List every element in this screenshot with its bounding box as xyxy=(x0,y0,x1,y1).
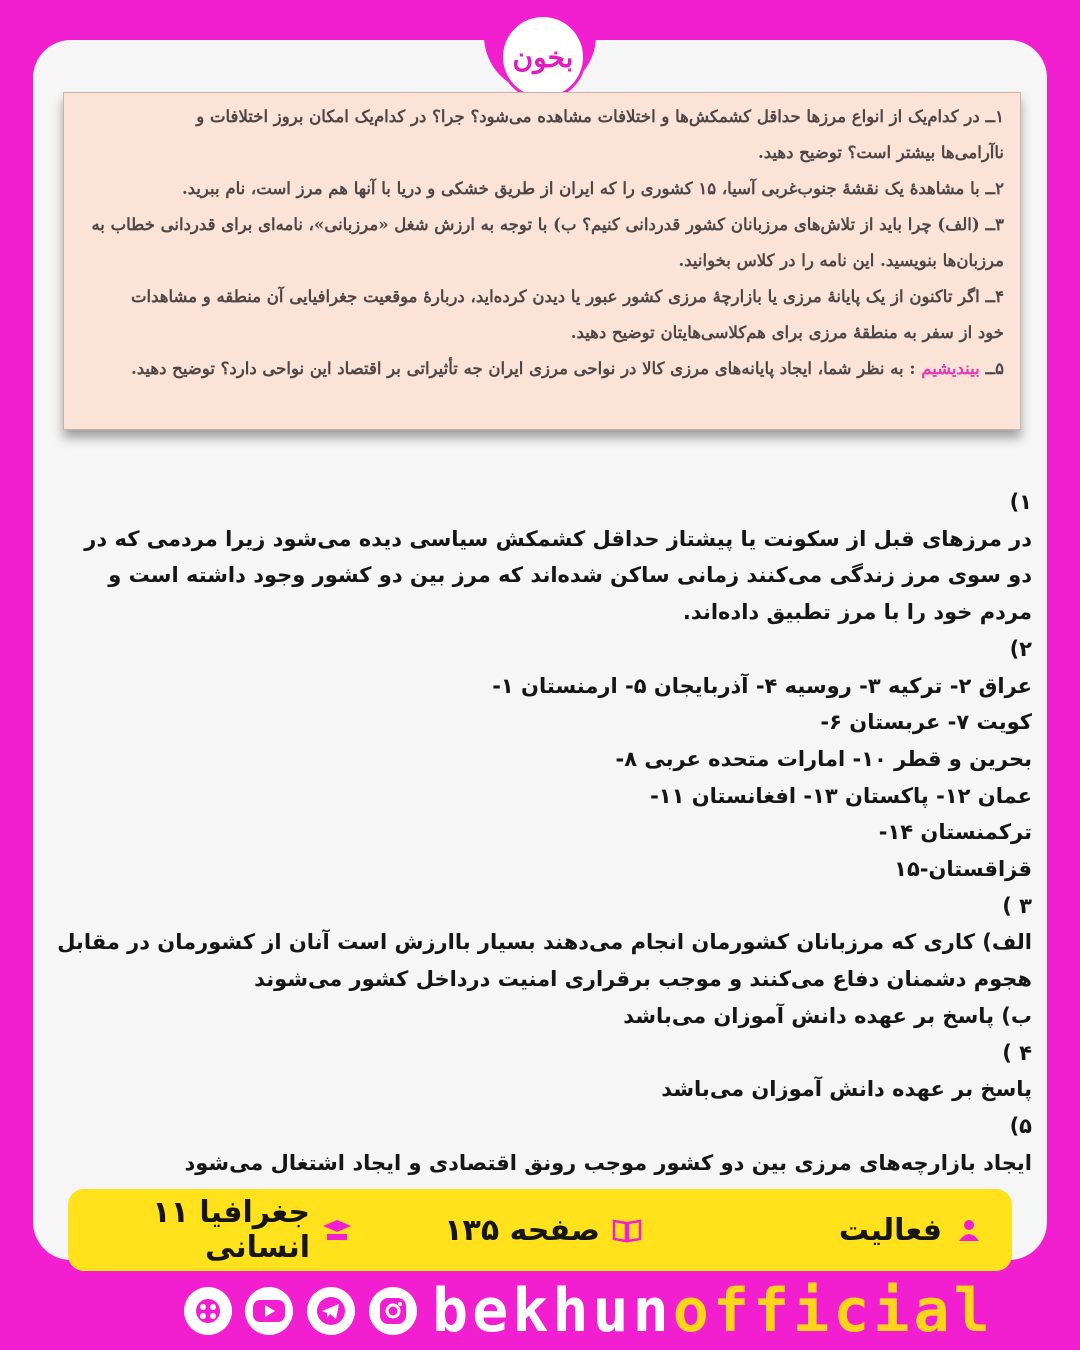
answer-line: پاسخ بر عهده دانش آموزان می‌باشد xyxy=(661,1077,1032,1102)
aparat-icon[interactable] xyxy=(184,1287,232,1335)
textbook-excerpt xyxy=(63,92,1021,430)
answer-line: ۱) xyxy=(1009,490,1032,514)
textbook-line: ۲ــ با مشاهدهٔ یک نقشهٔ جنوب‌غربی آسیا، ۱۵ کشوری را که ایران از طریق خشکی و دریا با آنها هم مرز است، نام ببرید. xyxy=(181,179,1004,198)
logo-text: بخون xyxy=(512,40,574,74)
answer-line: قزاقستان-۱۵ xyxy=(894,857,1032,882)
book-icon xyxy=(612,1215,642,1245)
answers xyxy=(48,484,1032,1181)
graduation-cap-icon xyxy=(322,1215,352,1245)
youtube-icon[interactable] xyxy=(245,1287,293,1335)
answer-line: ۵) xyxy=(1009,1113,1032,1138)
textbook-line: ۳ــ (الف) چرا باید از تلاش‌های مرزبانان کشور قدردانی کنیم؟ ب) با توجه به ارزش شغل «مرزبانی»، نامه‌ای برای قدردانی خطاب به xyxy=(91,215,1004,234)
answer-line: بحرین و قطر ۱۰- امارات متحده عربی ۸- xyxy=(615,746,1032,771)
q5-text: : به نظر شما، ایجاد پایانه‌های مرزی کالا در نواحی مرزی ایران جه تأثیراتی بر اقتصاد این نواحی دارد؟ توضیح دهید. xyxy=(131,359,916,378)
answer-line: عراق ۲- ترکیه ۳- روسیه ۴- آذربایجان ۵- ارمنستان ۱- xyxy=(492,673,1032,698)
brand-part-2: official xyxy=(672,1276,994,1346)
answer-line: الف) کاری که مرزبانان کشورمان انجام می‌دهند بسیار باارزش است آنان از کشورمان در مقابل xyxy=(57,930,1032,955)
instagram-icon[interactable] xyxy=(369,1287,417,1335)
answer-line: مردم خود را با مرز تطبیق داده‌اند. xyxy=(682,600,1032,625)
answer-line: در مرزهای قبل از سکونت یا پیشتاز حداقل کشمکش سیاسی دیده می‌شود زیرا مردمی که در xyxy=(84,526,1032,551)
answer-line: ب) پاسخ بر عهده دانش آموزان می‌باشد xyxy=(623,1003,1032,1028)
textbook-question-5 xyxy=(82,351,1004,387)
textbook-line: خود از سفر به منطقهٔ مرزی برای هم‌کلاسی‌هایتان توضیح دهید. xyxy=(570,323,1004,342)
answer-line: دو سوی مرز زندگی می‌کنند زمانی ساکن شده‌اند که مرز بین دو کشور وجود داشته است و xyxy=(108,563,1032,588)
subject-segment xyxy=(68,1189,352,1271)
telegram-icon[interactable] xyxy=(307,1287,355,1335)
page-segment xyxy=(444,1189,642,1271)
textbook-line: ناآرامی‌ها بیشتر است؟ توضیح دهید. xyxy=(758,143,1004,162)
activity-segment xyxy=(839,1189,984,1271)
student-icon xyxy=(954,1215,984,1245)
answer-line: عمان ۱۲- پاکستان ۱۳- افغانستان ۱۱- xyxy=(650,783,1032,808)
q5-prefix: ۵ــ xyxy=(985,359,1004,378)
answer-line: هجوم دشمنان دفاع می‌کنند و موجب برقراری امنیت درداخل کشور می‌شوند xyxy=(254,967,1032,992)
page-label: صفحه ۱۳۵ xyxy=(444,1212,600,1248)
footer-info-bar xyxy=(68,1189,1012,1271)
brand-part-1: bekhun xyxy=(432,1276,673,1346)
answer-line: ایجاد بازارچه‌های مرزی بین دو کشور موجب رونق اقتصادی و ایجاد اشتغال می‌شود xyxy=(184,1150,1032,1175)
textbook-line: ۱ــ در کدام‌یک از انواع مرزها حداقل کشمکش‌ها و اختلافات مشاهده می‌شود؟ جرا؟ در کدام‌یک امکان بروز اختلافات و xyxy=(196,107,1004,126)
logo[interactable] xyxy=(500,14,586,100)
textbook-line: ۴ــ اگر تاکنون از یک پایانهٔ مرزی یا بازارچهٔ مرزی کشور عبور یا دیدن کرده‌اید، دربارهٔ موقعیت جغرافیایی آن منطقه و مشاهدات xyxy=(131,287,1004,306)
answer-line: ۳ ) xyxy=(1002,893,1032,918)
answer-line: ۴ ) xyxy=(1002,1040,1032,1065)
answer-line: ۲) xyxy=(1009,636,1032,661)
brand-handle[interactable] xyxy=(432,1276,994,1346)
textbook-line: مرزبان‌ها بنویسید. این نامه را در کلاس بخوانید. xyxy=(678,251,1004,270)
subject-label: جغرافیا ۱۱ انسانی xyxy=(152,1195,310,1265)
answer-line: کویت ۷- عربستان ۶- xyxy=(820,710,1032,735)
answer-line: ترکمنستان ۱۴- xyxy=(878,820,1032,845)
activity-label: فعالیت xyxy=(838,1212,942,1248)
think-label: بیندیشیم xyxy=(921,359,980,378)
